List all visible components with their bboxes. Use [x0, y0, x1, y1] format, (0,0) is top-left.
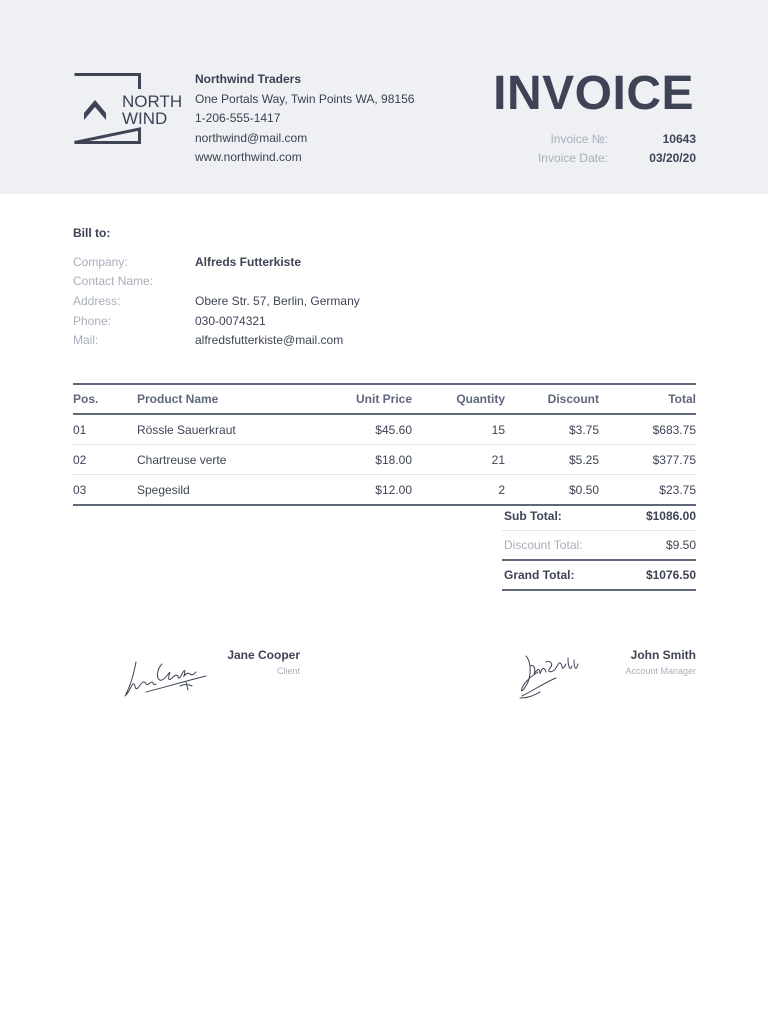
bill-company: Alfreds Futterkiste	[195, 254, 302, 269]
cell-discount: $0.50	[568, 482, 599, 497]
subtotal-value: $1086.00	[645, 509, 696, 523]
client-signature-block	[120, 648, 300, 676]
company-phone: 1-206-555-1417	[195, 111, 281, 126]
header-pos: Pos.	[73, 392, 99, 406]
bill-address-label: Address:	[73, 293, 121, 308]
invoice-number: 10643	[662, 131, 696, 146]
bill-phone-label: Phone:	[73, 313, 112, 328]
cell-pos: 03	[73, 482, 87, 497]
client-name: Jane Cooper	[227, 648, 300, 662]
client-role: Client	[276, 666, 300, 676]
cell-total: $377.75	[652, 452, 696, 467]
line-items-table	[73, 383, 696, 506]
invoice-date-row	[480, 148, 696, 167]
invoice-date-label: Invoice Date:	[537, 150, 608, 165]
bill-mail-row	[73, 330, 360, 350]
cell-quantity: 15	[491, 422, 505, 437]
bill-contact-row	[73, 272, 360, 292]
cell-total: $683.75	[652, 422, 696, 437]
bill-to-title: Bill to:	[73, 226, 111, 240]
discount-total-label: Discount Total:	[504, 538, 583, 552]
invoice-meta	[480, 129, 696, 167]
invoice-date: 03/20/20	[649, 150, 696, 165]
subtotal-label: Sub Total:	[504, 509, 562, 523]
bill-address-row	[73, 291, 360, 311]
cell-discount: $5.25	[568, 452, 599, 467]
grand-total-label: Grand Total:	[504, 568, 575, 582]
company-address: One Portals Way, Twin Points WA, 98156	[195, 91, 415, 106]
grand-total-value: $1076.50	[645, 568, 696, 582]
bill-mail: alfredsfutterkiste@mail.com	[195, 333, 344, 348]
cell-discount: $3.75	[568, 422, 599, 437]
invoice-number-label: Invoice №:	[550, 131, 608, 146]
company-website: www.northwind.com	[195, 150, 302, 165]
company-name: Northwind Traders	[195, 72, 302, 86]
table-row	[73, 415, 696, 445]
logo-text-north: NORTH	[122, 92, 183, 111]
client-signature	[122, 652, 212, 702]
invoice-title: INVOICE	[493, 67, 694, 120]
company-email: northwind@mail.com	[195, 130, 308, 145]
cell-quantity: 21	[491, 452, 505, 467]
invoice-number-row	[480, 129, 696, 148]
discount-total-row	[502, 531, 696, 561]
table-row	[73, 445, 696, 475]
bill-company-label: Company:	[73, 254, 128, 269]
header-discount: Discount	[547, 392, 599, 406]
manager-signature-block	[514, 648, 696, 676]
manager-name: John Smith	[630, 648, 696, 662]
bill-company-row	[73, 252, 360, 272]
company-logo	[73, 73, 183, 144]
grand-total-row	[502, 561, 696, 591]
cell-pos: 02	[73, 452, 87, 467]
cell-product-name: Rössle Sauerkraut	[137, 422, 236, 437]
header-quantity: Quantity	[456, 392, 505, 406]
bill-phone: 030-0074321	[195, 313, 266, 328]
cell-unit-price: $45.60	[375, 422, 412, 437]
bill-phone-row	[73, 311, 360, 331]
bill-to-details	[73, 252, 360, 350]
table-header	[73, 383, 696, 415]
bill-contact-label: Contact Name:	[73, 274, 154, 289]
discount-total-value: $9.50	[665, 538, 696, 552]
bill-address: Obere Str. 57, Berlin, Germany	[195, 293, 360, 308]
totals-block	[502, 502, 696, 591]
manager-signature	[516, 652, 586, 702]
logo-text-wind: WIND	[122, 109, 168, 128]
subtotal-row	[502, 502, 696, 531]
cell-unit-price: $12.00	[375, 482, 412, 497]
header-total: Total	[668, 392, 696, 406]
cell-pos: 01	[73, 422, 87, 437]
invoice-header	[0, 0, 768, 194]
manager-role: Account Manager	[625, 666, 696, 676]
cell-unit-price: $18.00	[375, 452, 412, 467]
cell-product-name: Chartreuse verte	[137, 452, 227, 467]
cell-quantity: 2	[498, 482, 505, 497]
cell-product-name: Spegesild	[137, 482, 190, 497]
bill-mail-label: Mail:	[73, 333, 99, 348]
cell-total: $23.75	[659, 482, 696, 497]
header-unit-price: Unit Price	[355, 392, 412, 406]
header-product-name: Product Name	[137, 392, 219, 406]
company-info	[195, 70, 414, 168]
